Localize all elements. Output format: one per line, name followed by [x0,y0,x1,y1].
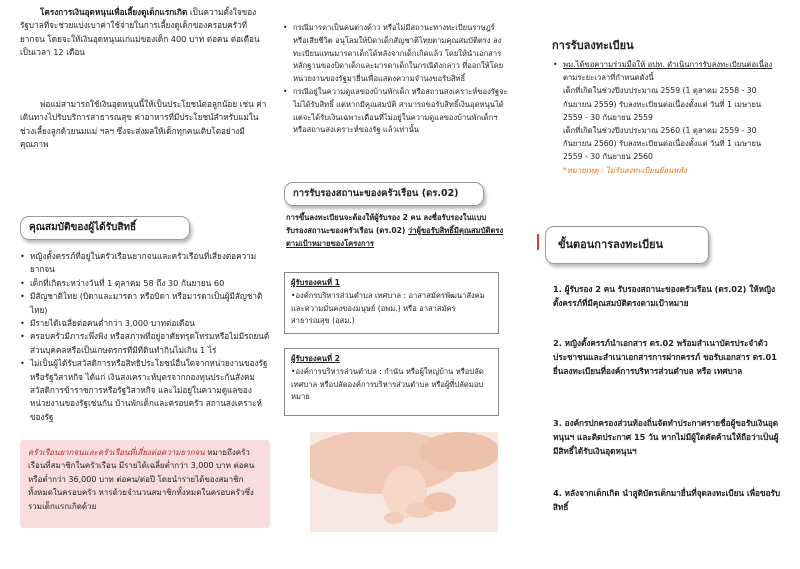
registration-period-2559: เด็กที่เกิดในช่วงปีงบประมาณ 2559 (1 ตุลาคม 2558 - 30 กันยายน 2559) รับลงทะเบียนต่อเนื่องตั้งแต่ วันที่ 1 เมษายน 2559 - 30 กันยายน 2559 [563,86,762,122]
poverty-definition-box [20,440,270,528]
household-cert-paragraph: การขึ้นลงทะเบียนจะต้องให้ผู้รับรอง 2 คน ลงชื่อรับรองในแบบรับรองสถานะของครัวเรือน (ดร.02) ว่าผู้ขอรับสิทธิ์มีคุณสมบัติตรงตามเป้าหมายของโครงการ [286,213,504,248]
list-item: • มีรายได้เฉลี่ยต่อคนต่ำกว่า 3,000 บาทต่อเดือน [20,318,195,329]
registration-period-2560: เด็กที่เกิดในช่วงปีงบประมาณ 2560 (1 ตุลาคม 2559 - 30 กันยายน 2560) รับลงทะเบียนต่อเนื่องตั้งแต่ วันที่ 1 เมษายน 2559 - 30 กันยายน 2560 [563,126,762,162]
certifier-2-body: •องค์การบริหารส่วนตำบล : กำนัน หรือผู้ใหญ่บ้าน หรือปลัดเทศบาล หรือปลัดองค์การบริหารส่วนตำบล หรือผู้ที่ปลัดมอบหมาย [291,366,484,402]
step-1: 1. ผู้รับรอง 2 คน รับรองสถานะของครัวเรือน (ดร.02) ให้หญิงตั้งครรภ์ที่มีคุณสมบัติตรงตามเป้าหมาย [553,284,776,308]
certifier-1-box [284,272,499,334]
registration-list [553,58,783,177]
certifier-1-body: •องค์กรบริหารส่วนตำบล เทศบาล : อาสาสมัครพัฒนาสังคมและความมั่นคงของมนุษย์ (อพม.) หรือ อาสาสมัครสาธารณสุข (อสม.) [291,290,485,326]
eligibility-list [20,250,272,424]
intro-paragraph-2: พ่อแม่สามารถใช้เงินอุดหนุนนี้ให้เป็นประโยชน์ต่อลูกน้อย เช่น ค่าเดินทางไปรับบริการสาธารณสุข ค่าอาหารที่มีประโยชน์สำหรับแม่ในช่วงเลี้ยงลูกด้วยนมแม่ ฯลฯ ซึ่งจะส่งผลให้เด็กทุกคนเติบโตอย่างมีคุณภาพ [20,99,267,150]
step-2: 2. หญิงตั้งครรภ์นำเอกสาร ดร.02 พร้อมสำเนาบัตรประจำตัวประชาชนและสำเนาเอกสารการฝากครรภ์ ขอรับเอกสาร ดร.01 ยื่นลงทะเบียนที่องค์การบริหารส่วนตำบล หรือ เทศบาล [553,338,777,376]
certifier-2-box [284,348,499,416]
intro-title: โครงการเงินอุดหนุนเพื่อเลี้ยงดูเด็กแรกเกิด [40,7,188,17]
list-item: • กรณีมารดาเป็นคนต่างด้าว หรือไม่มีสถานะทางทะเบียนราษฎร์ หรือเสียชีวิต อนุโลมให้บิดาเด็กสัญชาติไทยตามคุณสมบัติตรง ลงทะเบียนแทนมารดาเด็กได้หลังจากเด็กเกิดแล้ว โดยให้นำเอกสารหลักฐานของบิดาเด็กและมารดาเด็กในกรณีดังกล่าว ที่ออกให้โดยหน่วยงานของรัฐมายื่นเพื่อแสดงความจำนงขอรับสิทธิ์ [283,23,504,84]
eligibility-box-title: คุณสมบัติของผู้ได้รับสิทธิ์ [20,216,190,240]
special-cases-list [283,22,508,137]
certifier-1-title: ผู้รับรองคนที่ 1 [291,278,340,287]
poverty-definition-text: หมายถึงครัวเรือนที่สมาชิกในครัวเรือน มีรายได้เฉลี่ยต่ำกว่า 3,000 บาท ต่อคน หรือต่ำกว่า 36,000 บาท ต่อคน/ต่อปี โดยนำรายได้ของสมาชิกทั้งหมดในครอบครัว หารด้วยจำนวนสมาชิกทั้งหมดในครอบครัวซึ่งรวมเด็กแรกเกิดด้วย [28,448,255,511]
intro-paragraph [20,6,270,60]
list-item: • เด็กที่เกิดระหว่างวันที่ 1 ตุลาคม 58 ถึง 30 กันยายน 60 [20,277,225,288]
poverty-definition-lead: ครัวเรือนยากจนและครัวเรือนที่เสี่ยงต่อความยากจน [28,448,205,457]
baby-hands-image [310,432,498,532]
household-cert-box-title: การรับรองสถานะของครัวเรือน (ดร.02) [284,182,484,206]
registration-title: การรับลงทะเบียน [552,39,634,52]
list-item: • หญิงตั้งครรภ์ที่อยู่ในครัวเรือนยากจนและครัวเรือนที่เสี่ยงต่อความยากจน [20,251,257,275]
list-item: • ไม่เป็นผู้ได้รับสวัสดิการหรือสิทธิประโยชน์อื่นใดจากหน่วยงานของรัฐหรือรัฐวิสาหกิจ ได้แก่ เงินสงเคราะห์บุตรจากกองทุนประกันสังคม สวัสดิการข้าราชการหรือรัฐวิสาหกิจ และไม่อยู่ในความดูแลของหน่วยงานของรัฐเช่นกัน บ้านพักเด็กและครอบครัว สถานสงเคราะห์ของรัฐ [20,358,268,422]
list-item: • กรณีอยู่ในความดูแลของบ้านพักเด็ก หรือสถานสงเคราะห์ของรัฐจะไม่ได้รับสิทธิ์ แต่หากมีคุณสมบัติ สามารถขอรับสิทธิ์เงินอุดหนุนได้แต่จะได้รับเงินเฉพาะเดือนที่ไม่อยู่ในความดูแลของบ้านพักเด็กฯ หรือสถานสงเคราะห์ของรัฐ แล้วเท่านั้น [283,86,508,135]
intro-text: เป็นความตั้งใจของรัฐบาลที่จะช่วยแบ่งเบาค่าใช้จ่ายในการเลี้ยงดูเด็กของครอบครัวที่ยากจน โดยจะให้เงินอุดหนุนแก่แม่ของเด็ก 400 บาท ต่อคน ต่อเดือน เป็นเวลา 12 เดือน [20,7,260,58]
registration-note: *หมายเหตุ : ไม่รับลงทะเบียนย้อนหลัง [563,165,687,175]
step-3: 3. องค์กรปกครองส่วนท้องถิ่นจัดทำประกาศรายชื่อผู้ขอรับเงินอุดหนุนฯ และติดประกาศ 15 วัน หากไม่มีผู้ใดคัดค้านให้ถือว่าเป็นผู้มีสิทธิ์ได้รับเงินอุดหนุนฯ [553,418,779,456]
accent-bar [537,234,539,250]
list-item: • ครอบครัวมีภาระพึ่งพิง หรือสภาพที่อยู่อาศัยทรุดโทรมหรือไม่มีรถยนต์ส่วนบุคคลหรือเป็นเกษตรกรที่มีที่ดินทำกินไม่เกิน 1 ไร่ [20,331,270,355]
list-item: • มีสัญชาติไทย (บิดาและมารดา หรือบิดา หรือมารดาเป็นผู้มีสัญชาติไทย) [20,291,263,315]
step-4: 4. หลังจากเด็กเกิด นำสูติบัตรเด็กมายื่นที่จุดลงทะเบียน เพื่อขอรับสิทธิ์ [553,488,781,512]
list-item: • พม.ได้ขอความร่วมมือให้ อปท. ดำเนินการรับลงทะเบียนต่อเนื่อง ตามระยะเวลาที่กำหนดดังนี้ [553,60,773,83]
registration-steps-box-title: ขั้นตอนการลงทะเบียน [545,226,709,264]
certifier-2-title: ผู้รับรองคนที่ 2 [291,354,340,363]
